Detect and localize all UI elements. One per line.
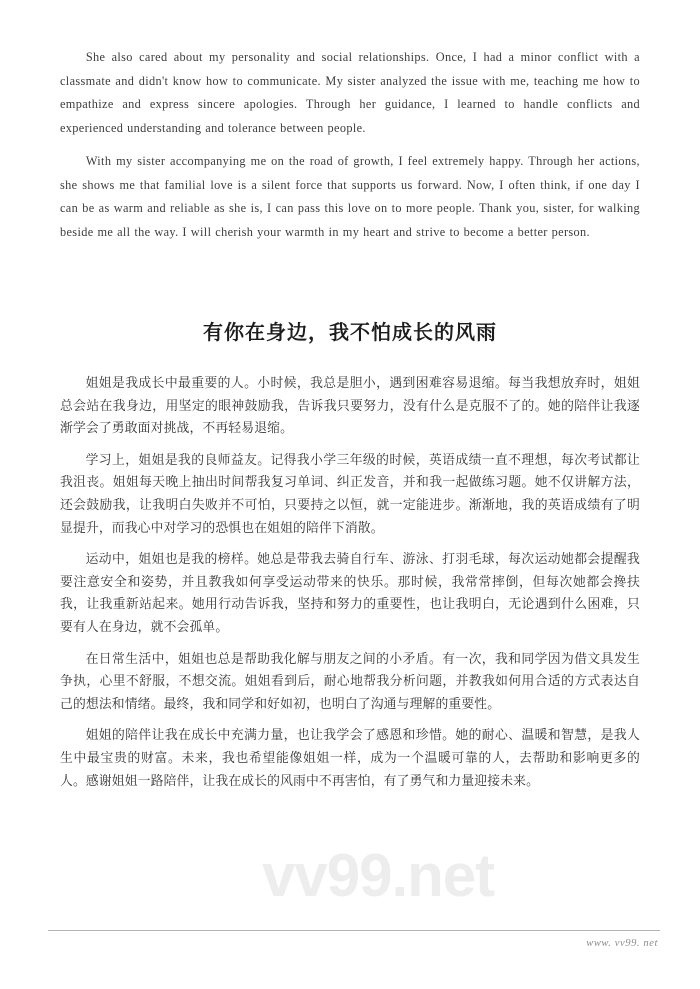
chinese-section [60, 373, 640, 793]
page-footer [48, 930, 660, 949]
english-paragraph-2: With my sister accompanying me on the road of growth, I feel extremely happy. Through her actions, she shows me that familial love is a silent force that supports us forward. Now, I often think, if one day I can be as warm and reliable as she is, I can pass this love on to more people. Thank you, sister, for walking beside me all the way. I will cherish your warmth in my heart and strive to become a better person. [60, 154, 640, 239]
chinese-paragraph-2: 学习上，姐姐是我的良师益友。记得我小学三年级的时候，英语成绩一直不理想，每次考试都让我沮丧。姐姐每天晚上抽出时间帮我复习单词、纠正发音，并和我一起做练习题。她不仅讲解方法，还会鼓励我，让我明白失败并不可怕，只要持之以恒，就一定能进步。渐渐地，我的英语成绩有了明显提升，而我心中对学习的恐惧也在姐姐的陪伴下消散。 [60, 452, 640, 536]
footer-site-url: www. vv99. net [586, 938, 658, 949]
english-section [60, 46, 640, 244]
chinese-paragraph-1: 姐姐是我成长中最重要的人。小时候，我总是胆小，遇到困难容易退缩。每当我想放弃时，姐姐总会站在我身边，用坚定的眼神鼓励我，告诉我只要努力，没有什么是克服不了的。她的陪伴让我逐渐学会了勇敢面对挑战，不再轻易退缩。 [60, 376, 640, 437]
footer-divider [48, 930, 660, 931]
chinese-paragraph-4: 在日常生活中，姐姐也总是帮助我化解与朋友之间的小矛盾。有一次，我和同学因为借文具发生争执，心里不舒服，不想交流。姐姐看到后，耐心地帮我分析问题，并教我如何用合适的方式表达自己的想法和情绪。最终，我和同学和好如初，也明白了沟通与理解的重要性。 [60, 651, 640, 712]
document-content [60, 46, 640, 793]
english-paragraph-1: She also cared about my personality and social relationships. Once, I had a minor conflict with a classmate and didn't know how to communicate. My sister analyzed the issue with me, teaching me how to empathize and express sincere apologies. Through her guidance, I learned to handle conflicts and experienced understanding and tolerance between people. [60, 50, 640, 135]
watermark-vv99: vv99.net [262, 842, 495, 909]
page-title: 有你在身边，我不怕成长的风雨 [203, 320, 497, 344]
chinese-paragraph-3: 运动中，姐姐也是我的榜样。她总是带我去骑自行车、游泳、打羽毛球，每次运动她都会提醒我要注意安全和姿势，并且教我如何享受运动带来的快乐。那时候，我常常摔倒，但每次她都会搀扶我，让我重新站起来。她用行动告诉我，坚持和努力的重要性，也让我明白，无论遇到什么困难，只要有人在身边，就不会孤单。 [60, 552, 640, 635]
chinese-paragraph-5: 姐姐的陪伴让我在成长中充满力量，也让我学会了感恩和珍惜。她的耐心、温暖和智慧，是我人生中最宝贵的财富。未来，我也希望能像姐姐一样，成为一个温暖可靠的人，去帮助和影响更多的人。感谢姐姐一路陪伴，让我在成长的风雨中不再害怕，有了勇气和力量迎接未来。 [60, 728, 640, 789]
title-section [60, 318, 640, 346]
